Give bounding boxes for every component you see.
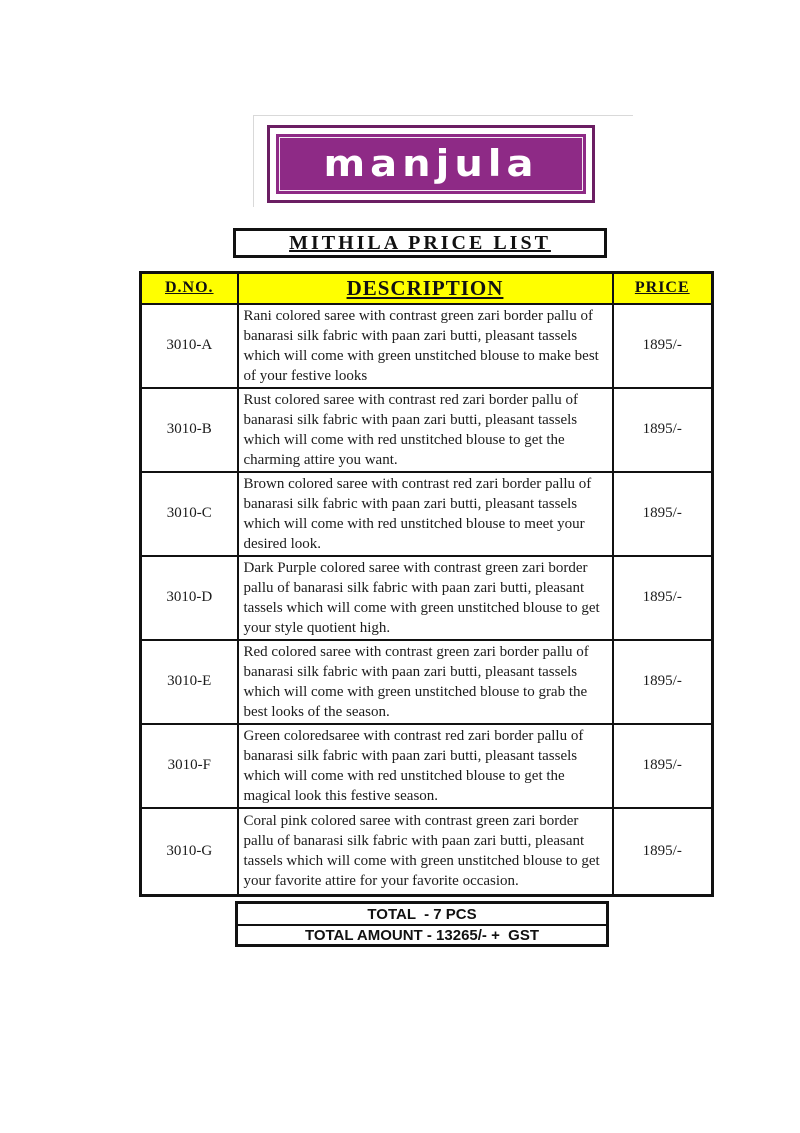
description-cell: Coral pink colored saree with contrast green zari border pallu of banarasi silk fabric with paan zari butti, pleasant tassels which will come with green unstitched blouse to get your favorite attire for your favorite occasion.	[238, 808, 613, 896]
totals-box	[235, 901, 609, 947]
description-cell: Rani colored saree with contrast green zari border pallu of banarasi silk fabric with paan zari butti, pleasant tassels which will come with green unstitched blouse to make best of your festive looks	[238, 304, 613, 388]
total-amount-row: TOTAL AMOUNT - 13265/- + GST	[238, 924, 606, 944]
table-row	[141, 556, 713, 640]
logo-background	[276, 134, 586, 194]
title-box	[233, 228, 607, 258]
description-cell: Rust colored saree with contrast red zari border pallu of banarasi silk fabric with paan zari butti, pleasant tassels which will come with red unstitched blouse to get the charming attire you want.	[238, 388, 613, 472]
page-title: MITHILA PRICE LIST	[289, 231, 551, 254]
logo-frame	[267, 125, 595, 203]
header-price: PRICE	[613, 273, 713, 304]
price-cell: 1895/-	[613, 304, 713, 388]
price-cell: 1895/-	[613, 388, 713, 472]
dno-cell: 3010-E	[141, 640, 238, 724]
table-header-row	[141, 273, 713, 304]
table-row	[141, 472, 713, 556]
dno-cell: 3010-B	[141, 388, 238, 472]
table-row	[141, 388, 713, 472]
price-cell: 1895/-	[613, 808, 713, 896]
brand-logo-text: manjula	[323, 142, 539, 186]
price-cell: 1895/-	[613, 640, 713, 724]
header-dno: D.NO.	[141, 273, 238, 304]
header-description: DESCRIPTION	[238, 273, 613, 304]
price-table	[139, 271, 714, 897]
dno-cell: 3010-C	[141, 472, 238, 556]
description-cell: Brown colored saree with contrast red zari border pallu of banarasi silk fabric with paan zari butti, pleasant tassels which will come with red unstitched blouse to meet your desired look.	[238, 472, 613, 556]
price-cell: 1895/-	[613, 472, 713, 556]
dno-cell: 3010-G	[141, 808, 238, 896]
table-row	[141, 304, 713, 388]
dno-cell: 3010-F	[141, 724, 238, 808]
price-cell: 1895/-	[613, 556, 713, 640]
table-row	[141, 640, 713, 724]
dno-cell: 3010-A	[141, 304, 238, 388]
total-pcs-row: TOTAL - 7 PCS	[367, 905, 477, 923]
price-cell: 1895/-	[613, 724, 713, 808]
table-row	[141, 724, 713, 808]
description-cell: Red colored saree with contrast green zari border pallu of banarasi silk fabric with paan zari butti, pleasant tassels which will come with green unstitched blouse to grab the best looks of the season.	[238, 640, 613, 724]
description-cell: Dark Purple colored saree with contrast green zari border pallu of banarasi silk fabric with paan zari butti, pleasant tassels which will come with green unstitched blouse to get your style quotient high.	[238, 556, 613, 640]
dno-cell: 3010-D	[141, 556, 238, 640]
brand-logo-image	[253, 115, 633, 207]
table-row	[141, 808, 713, 896]
description-cell: Green coloredsaree with contrast red zari border pallu of banarasi silk fabric with paan zari butti, pleasant tassels which will come with red unstitched blouse to get the magical look this festive season.	[238, 724, 613, 808]
